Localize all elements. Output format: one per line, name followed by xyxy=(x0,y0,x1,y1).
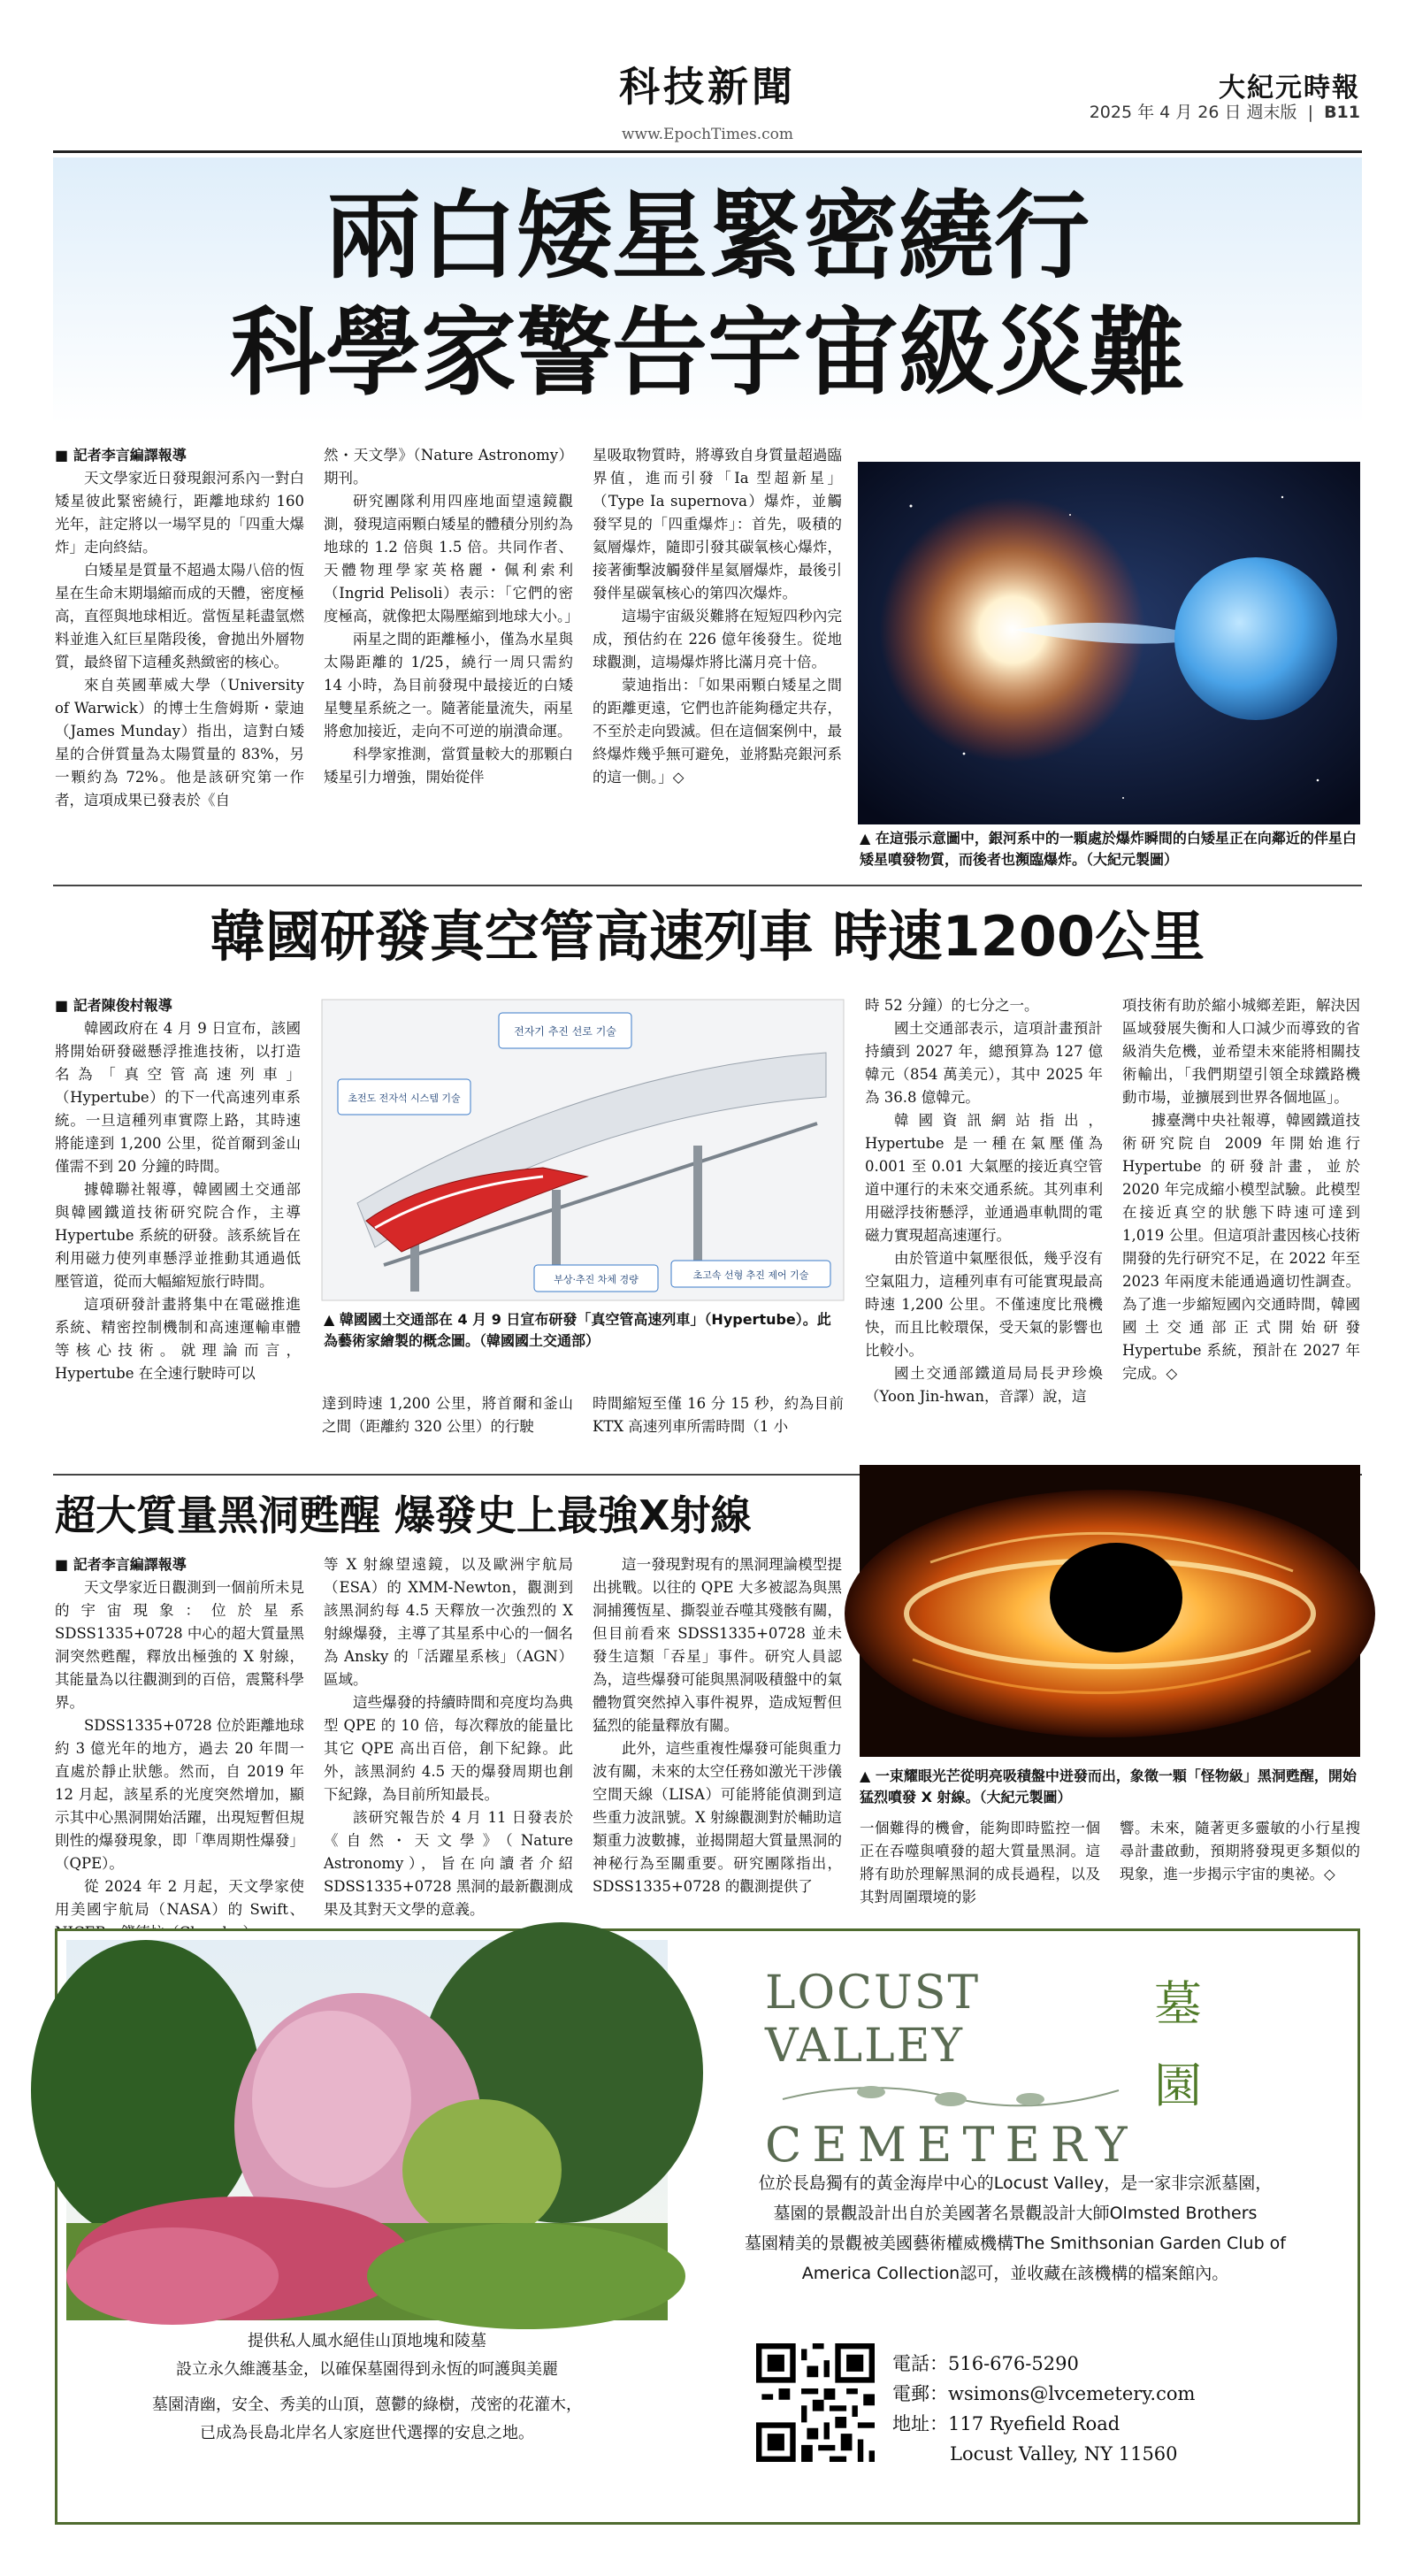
story3-col1 xyxy=(55,1553,304,1918)
paragraph: 兩星之間的距離極小，僅為水星與太陽距離的 1/25，繞行一周只需約 14 小時，為目前發現中最接近的白矮星雙星系統之一。隨著能量流失，兩星將愈加接近，走向不可逆的崩潰命運。 xyxy=(324,631,573,740)
story3-col2 xyxy=(324,1553,573,1918)
story1-headline-line2: 科學家警告宇宙級災難 xyxy=(229,298,1185,409)
paragraph: 研究團隊利用四座地面望遠鏡觀測，發現這兩顆白矮星的體積分別約為地球的 1.2 倍與 1.5 倍。共同作者、天體物理學家英格麗・佩利索利（Ingrid Pelisoli）表示：「它們的密度極高，就像把太陽壓縮到地球大小。」 xyxy=(324,493,579,625)
story3-col-a xyxy=(860,1817,1100,1907)
logo-cjk-1: 墓 xyxy=(1154,1976,1202,2032)
cemetery-logo xyxy=(765,1966,1138,2173)
paragraph: 科學家推測，當質量較大的那顆白矮星引力增強，開始從伴 xyxy=(324,746,573,786)
paragraph: 這些爆發的持續時間和亮度均為典型 QPE 的 10 倍，每次釋放的能量比其它 QPE 高出百倍，創下紀錄。此外，該黑洞約 4.5 天的爆發周期也創下紀錄，為目前所知最長。 xyxy=(324,1694,573,1803)
story3-headline: 超大質量黑洞甦醒 爆發史上最強X射線 xyxy=(55,1491,752,1539)
paragraph: 星吸取物質時，將導致自身質量超過臨界值，進而引發「Ia 型超新星」（Type Ia supernova）爆炸，並觸發罕見的「四重爆炸」：首先，吸積的氦層爆炸，隨即引發其碳氧核心爆炸，接著衝擊波觸發伴星氦層爆炸，最後引發伴星碳氧核心的第四次爆炸。 xyxy=(593,447,842,602)
paragraph: 時間縮短至僅 16 分 15 秒，約為目前 KTX 高速列車所需時間（1 小 xyxy=(593,1395,844,1435)
story2-col4 xyxy=(1122,994,1360,1463)
address-label: 地址： xyxy=(892,2413,948,2434)
companion-white-dwarf xyxy=(1174,557,1337,720)
paragraph: 天文學家近日觀測到一個前所未見的宇宙現象：位於星系 SDSS1335+0728 中心的超大質量黑洞突然甦醒，釋放出極強的 X 射線，其能量為以往觀測到的百倍，震驚科學界。 xyxy=(55,1579,304,1711)
address-line1: 117 Ryefield Road xyxy=(948,2413,1121,2434)
story3-col-b xyxy=(1120,1817,1360,1907)
paragraph: 由於管道中氣壓很低，幾乎沒有空氣阻力，這種列車有可能實現最高時速 1,200 公里。不僅速度比飛機快，而且比較環保，受天氣的影響也比較小。 xyxy=(865,1250,1103,1359)
story2-col-a xyxy=(322,1392,573,1463)
logo-line1: LOCUST VALLEY xyxy=(765,1966,981,2073)
phone-number[interactable]: 516-676-5290 xyxy=(948,2353,1079,2374)
ad-line: America Collection認可，並收藏在該機構的檔案館內。 xyxy=(801,2264,1229,2283)
paragraph: SDSS1335+0728 位於距離地球約 3 億光年的地方，過去 20 年間一直處於靜止狀態。然而，自 2019 年 12 月起，該星系的光度突然增加，顯示其中心黑洞開始活躍，出現短暫但規則性的爆發現象，即「準周期性爆發」（QPE）。 xyxy=(55,1717,304,1872)
ad-contact xyxy=(892,2349,1352,2469)
paragraph: 國土交通部鐵道局局長尹珍煥（Yoon Jin-hwan，音譯）說，這 xyxy=(865,1365,1103,1405)
label-text: 초고속 선형 추진 제어 기술 xyxy=(692,1269,809,1281)
story2-lower-cols xyxy=(322,1392,844,1463)
leaf-ornament-icon xyxy=(765,2073,1136,2117)
story2-right-cols xyxy=(865,994,1360,1463)
story2-headline: 韓國研發真空管高速列車 時速1200公里 xyxy=(210,904,1205,969)
paragraph: 項技術有助於縮小城鄉差距，解決因區域發展失衡和人口減少而導致的省級消失危機，並希望未來能將相關技術輸出，「我們期望引領全球鐵路機動市場，並擴展到世界各個地區」。 xyxy=(1122,997,1360,1106)
newspaper-logo: 大紀元時報 xyxy=(1219,73,1360,104)
paragraph: 這項研發計畫將集中在電磁推進系統、精密控制機制和高速運輸車體等核心技術。就理論而言，Hypertube 在全速行駛時可以 xyxy=(55,1296,301,1382)
story1-body xyxy=(55,444,842,874)
paragraph: 等 X 射線望遠鏡，以及歐洲宇航局（ESA）的 XMM-Newton，觀測到該黑洞約每 4.5 天釋放一次強烈的 X 射線爆發，主導了其星系中心的一個名為 Ansky 的「活躍星系核」（AGN）區域。 xyxy=(324,1556,573,1688)
issue-info: 2025 年 4 月 26 日 週末版 | B11 xyxy=(1089,103,1360,122)
page-number: B11 xyxy=(1324,103,1360,122)
story3-caption: ▲ 一束耀眼光芒從明亮吸積盤中迸發而出，象徵一顆「怪物級」黑洞甦醒，開始猛烈噴發 X 射線。（大紀元製圖） xyxy=(860,1767,1357,1806)
paragraph: 然・天文學》（Nature Astronomy）期刊。 xyxy=(324,447,573,487)
paragraph: 據臺灣中央社報導，韓國鐵道技術研究院自 2009 年開始進行 Hypertube 的研發計畫，並於 2020 年完成縮小模型試驗。此模型在接近真空的狀態下時速可達到 1,019 公里。但這項計畫因核心技術開發的先行研究不足，在 2022 年至 2023 年兩度未能通過適切性調查。為了進一步縮短國內交通時間，韓國國土交通部正式開始研發 Hypertube 系統，預計在 2027 年完成。◇ xyxy=(1122,1112,1360,1382)
ad-line: 墓園清幽，安全、秀美的山頂，蒽鬱的綠樹，茂密的花灌木， xyxy=(152,2396,582,2414)
story1-caption: ▲ 在這張示意圖中，銀河系中的一顆處於爆炸瞬間的白矮星正在向鄰近的伴星白矮星噴發物質，而後者也瀕臨爆炸。（大紀元製圖） xyxy=(860,830,1357,868)
ad-description xyxy=(677,2168,1354,2288)
hypertube-diagram xyxy=(322,1000,844,1300)
story2-col-b xyxy=(593,1392,844,1463)
masthead-rule xyxy=(53,150,1362,153)
paragraph: 一個難得的機會，能夠即時監控一個正在吞噬與噴發的超大質量黑洞。這將有助於理解黑洞的成長過程，以及其對周圍環境的影 xyxy=(860,1820,1100,1905)
story2-col3 xyxy=(865,994,1103,1463)
contact-address xyxy=(892,2409,1352,2439)
story2-byline: ■ 記者陳俊村報導 xyxy=(55,994,301,1017)
story1-col1 xyxy=(55,444,304,874)
label-text: 전자기 추진 선로 기술 xyxy=(514,1025,616,1038)
story2-caption: ▲ 韓國國土交通部在 4 月 9 日宣布研發「真空管高速列車」（Hypertube）。此為藝術家繪製的概念圖。（韓國國土交通部） xyxy=(324,1311,831,1349)
divider xyxy=(53,885,1362,886)
contact-phone xyxy=(892,2349,1352,2379)
paragraph: 韓國資訊網站指出，Hypertube 是一種在氣壓僅為 0.001 至 0.01 大氣壓的接近真空管道中運行的未來交通系統。其列車利用磁浮技術懸浮，並通過車軌間的電磁力實現超高速運行。 xyxy=(865,1112,1103,1244)
paragraph: 響。未來，隨著更多靈敏的小行星搜尋計畫啟動，預期將發現更多類似的現象，進一步揭示宇宙的奧祕。◇ xyxy=(1120,1820,1360,1882)
ad-line: 墓園精美的景觀被美國藝術權威機構The Smithsonian Garden Club of xyxy=(745,2234,1286,2253)
story1-col2 xyxy=(324,444,579,874)
story2-col1-wrap xyxy=(55,994,301,1463)
paragraph: 白矮星是質量不超過太陽八倍的恆星在生命末期塌縮而成的天體，密度極高，直徑與地球相近。當恆星耗盡氫燃料並進入紅巨星階段後，會拋出外層物質，最終留下這種炙熱緻密的核心。 xyxy=(55,562,304,671)
logo-line2: CEMETERY xyxy=(765,2117,1138,2173)
phone-label: 電話： xyxy=(892,2353,948,2374)
ad-line: 已成為長島北岸名人家庭世代選擇的安息之地。 xyxy=(200,2424,534,2442)
label-text: 부상·추진 차체 경량 xyxy=(554,1274,639,1285)
paragraph: 來自英國華威大學（University of Warwick）的博士生詹姆斯・蒙迪（James Munday）指出，這對白矮星的合併質量為太陽質量的 83%，另一顆約為 72%。他是該研究第一作者，這項成果已發表於《自 xyxy=(55,677,304,809)
website-url[interactable]: www.EpochTimes.com xyxy=(622,126,793,143)
issue-date: 2025 年 4 月 26 日 週末版 xyxy=(1089,103,1297,122)
contact-email xyxy=(892,2379,1352,2409)
section-title: 科技新聞 xyxy=(619,63,796,111)
ad-line: 位於長島獨有的黃金海岸中心的Locust Valley，是一家非宗派墓園， xyxy=(758,2174,1273,2193)
story1-byline: ■ 記者李言編譯報導 xyxy=(55,444,304,467)
story1-col3 xyxy=(593,444,842,874)
paragraph: 國土交通部表示，這項計畫預計持續到 2027 年，總預算為 127 億韓元（854 萬美元），其中 2025 年為 36.8 億韓元。 xyxy=(865,1020,1103,1106)
paragraph: 韓國政府在 4 月 9 日宣布，該國將開始研發磁懸浮推進技術，以打造名為「真空管高速列車」（Hypertube）的下一代高速列車系統。一旦這種列車實際上路，其時速將能達到 1,200 公里，從首爾到釜山僅需不到 20 分鐘的時間。 xyxy=(55,1020,301,1175)
story2-col1 xyxy=(55,994,301,1463)
cemetery-advertisement xyxy=(55,1928,1360,2525)
ad-line: 提供私人風水絕佳山頂地塊和陵墓 xyxy=(248,2332,486,2350)
email-address[interactable]: wsimons@lvcemetery.com xyxy=(948,2383,1196,2404)
garden-photo xyxy=(66,1940,668,2320)
story3-lower-cols xyxy=(860,1817,1360,1907)
paragraph: 這場宇宙級災難將在短短四秒內完成，預估約在 226 億年後發生。從地球觀測，這場爆炸將比滿月亮十倍。 xyxy=(593,608,842,671)
paragraph: 從 2024 年 2 月起，天文學家使用美國宇航局（NASA）的 Swift、 xyxy=(55,1878,304,1918)
story3-body xyxy=(55,1553,842,1918)
paragraph: 據韓聯社報導，韓國國土交通部與韓國鐵道技術研究院合作，主導 Hypertube 系統的研發。該系統旨在利用磁力使列車懸浮並推動其通過低壓管道，從而大幅縮短旅行時間。 xyxy=(55,1181,301,1290)
paragraph: 該研究報告於 4 月 11 日發表於《自然・天文學》（Nature Astronomy），旨在向讀者介紹 SDSS1335+0728 黑洞的最新觀測成果及其對天文學的意義。 xyxy=(324,1809,573,1918)
paragraph: 時 52 分鐘）的七分之一。 xyxy=(865,997,1039,1014)
ad-line: 設立永久維護基金，以確保墓園得到永恆的呵護與美麗 xyxy=(176,2360,558,2379)
email-label: 電郵： xyxy=(892,2383,948,2404)
story3-col3 xyxy=(593,1553,842,1907)
ad-line: 墓園的景觀設計出自於美國著名景觀設計大師Olmsted Brothers xyxy=(773,2204,1258,2223)
paragraph: 天文學家近日發現銀河系內一對白矮星彼此緊密繞行，距離地球約 160 光年，註定將以一場罕見的「四重大爆炸」走向終結。 xyxy=(55,470,304,556)
story3-byline: ■ 記者李言編譯報導 xyxy=(55,1553,304,1576)
label-text: 초전도 전자석 시스템 기술 xyxy=(348,1092,461,1104)
paragraph: 這一發現對現有的黑洞理論模型提出挑戰。以往的 QPE 大多被認為與黑洞捕獲恆星、撕裂並吞噬其殘骸有關，但目前看來 SDSS1335+0728 並未發生這類「吞星」事件。研究人員認為，這些爆發可能與黑洞吸積盤中的氣體物質突然掉入事件視界，造成短暫但猛烈的能量釋放有關。 xyxy=(593,1556,842,1734)
white-dwarf-illustration xyxy=(858,462,1360,824)
address-line2: Locust Valley, NY 11560 xyxy=(950,2443,1178,2465)
paragraph: 此外，這些重複性爆發可能與重力波有關，未來的太空任務如激光干涉儀空間天線（LISA）可能將能偵測到這些重力波訊號。X 射線觀測對於輔助這類重力波數據，並揭開超大質量黑洞的神秘行為至關重要。研究團隊指出，SDSS1335+0728 的觀測提供了 xyxy=(593,1740,842,1895)
logo-cjk-2: 園 xyxy=(1154,2058,1202,2113)
paragraph: 蒙迪指出：「如果兩顆白矮星之間的距離更遠，它們也許能夠穩定共存，不至於走向毀滅。但在這個案例中，最終爆炸幾乎無可避免，並將點亮銀河系的這一側。」◇ xyxy=(593,677,842,786)
black-hole xyxy=(1050,1543,1182,1652)
paragraph: 達到時速 1,200 公里，將首爾和釜山之間（距離約 320 公里）的行駛 xyxy=(322,1395,573,1435)
story1-headline-line1: 兩白矮星緊密繞行 xyxy=(325,181,1090,292)
qr-code[interactable] xyxy=(756,2343,875,2462)
black-hole-illustration xyxy=(860,1465,1360,1757)
ad-left-text xyxy=(66,2327,668,2448)
